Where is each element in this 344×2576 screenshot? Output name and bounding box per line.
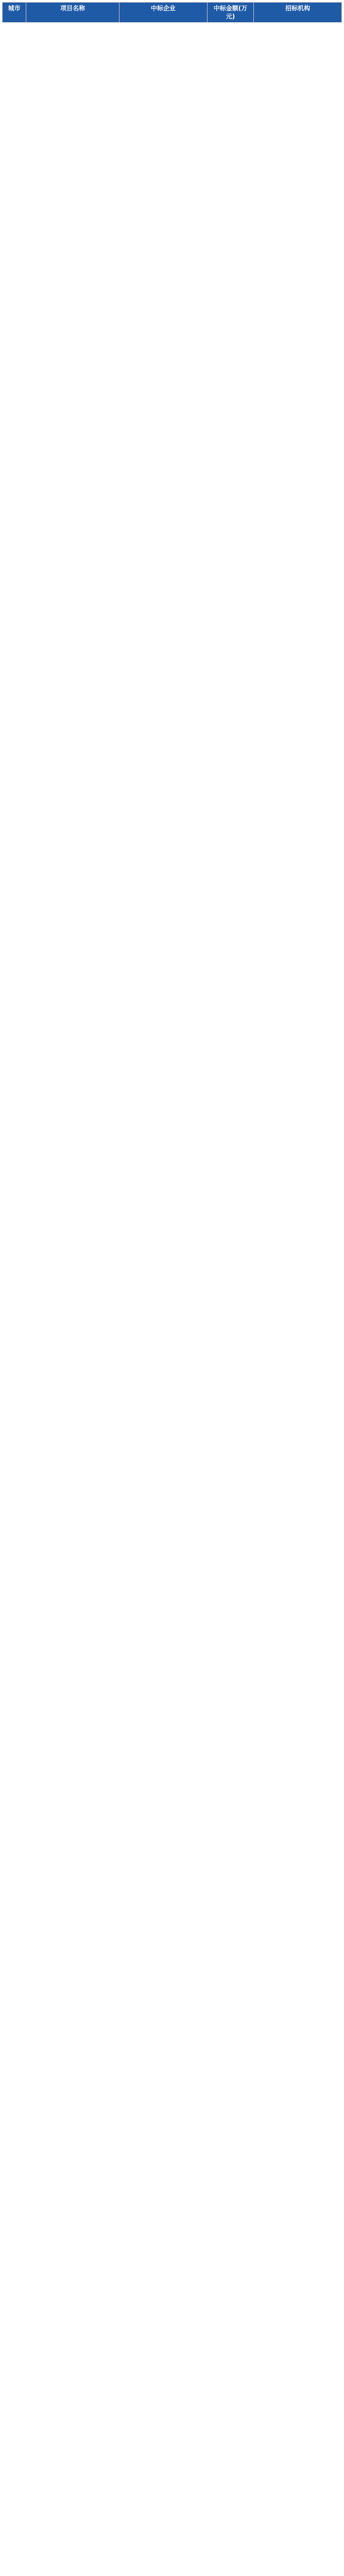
header-cell-amount: 中标金额(万元) (207, 3, 253, 23)
header-cell-city: 城市 (3, 3, 26, 23)
page (0, 0, 344, 25)
data-table (2, 2, 342, 23)
header-cell-agency: 招标机构 (254, 3, 342, 23)
header-row (3, 3, 342, 23)
table-header (3, 3, 342, 23)
header-cell-project: 项目名称 (26, 3, 119, 23)
header-cell-winner: 中标企业 (119, 3, 208, 23)
